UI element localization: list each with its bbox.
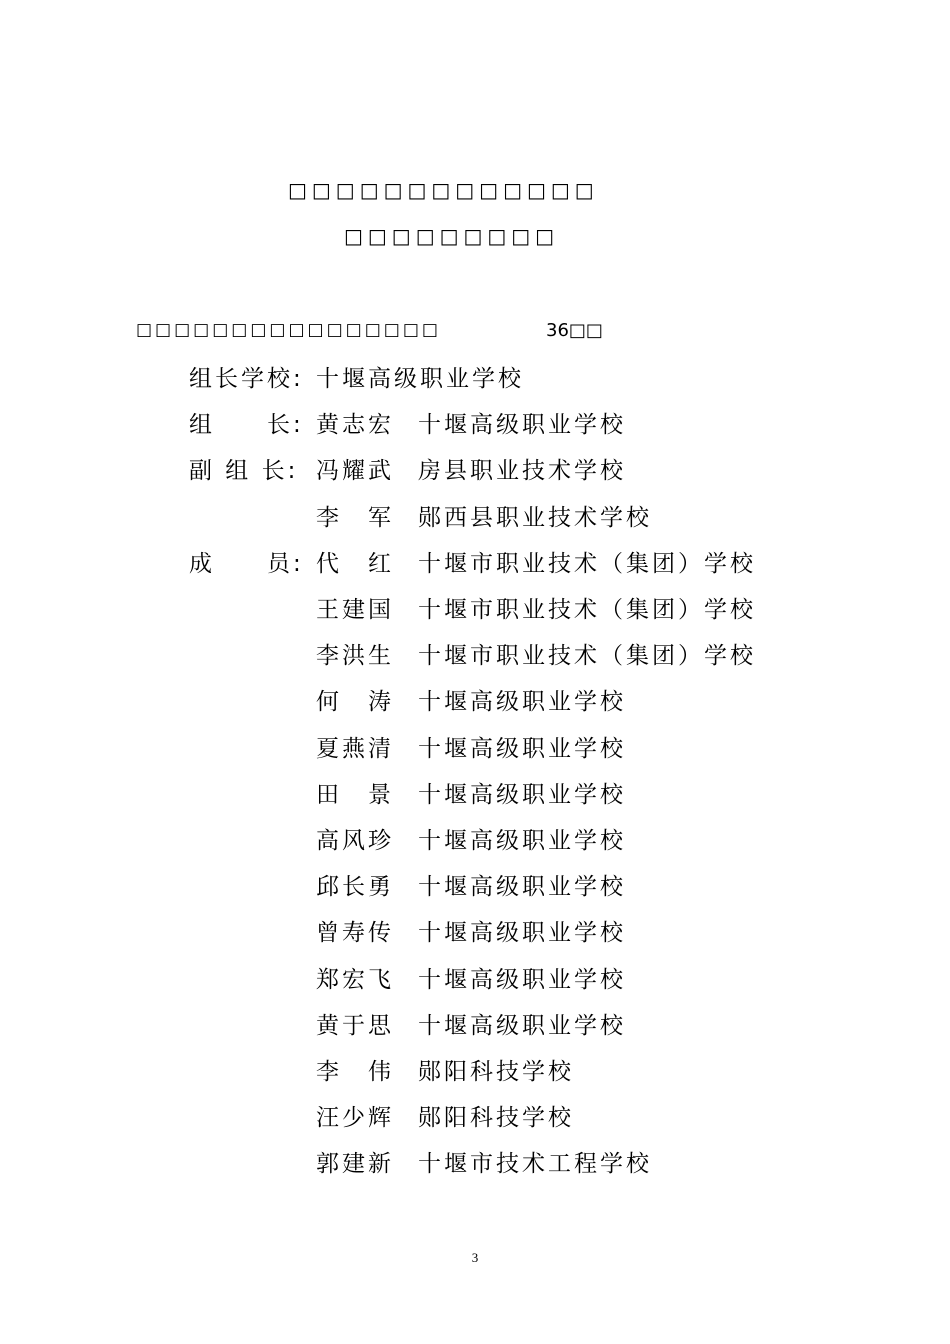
member-name: 李 伟 xyxy=(316,1059,394,1085)
list-item xyxy=(0,734,950,764)
member-name: 邱长勇 xyxy=(316,874,394,901)
row-label: 组长学校: xyxy=(189,366,304,392)
member-name: 王建国 xyxy=(316,597,394,623)
member-school: 十堰高级职业学校 xyxy=(418,412,626,439)
member-name: 十堰高级职业学校 xyxy=(316,366,524,392)
member-name: 夏燕清 xyxy=(316,735,394,762)
member-school: 郧西县职业技术学校 xyxy=(418,504,652,531)
member-name: 代 红 xyxy=(316,550,394,577)
list-item xyxy=(0,503,950,533)
list-item xyxy=(0,965,950,995)
list-item xyxy=(0,1057,950,1087)
member-name: 黄于思 xyxy=(316,1012,394,1039)
group-heading: □□□□□□□□□□□□□□□□ xyxy=(136,320,441,340)
row-label: 组 长: xyxy=(189,412,304,439)
list-item xyxy=(0,1011,950,1041)
list-item xyxy=(0,687,950,717)
member-name: 郭建新 xyxy=(316,1151,394,1178)
member-school: 十堰市职业技术（集团）学校 xyxy=(418,597,756,623)
member-name: 何 涛 xyxy=(316,689,394,716)
member-school: 十堰高级职业学校 xyxy=(418,966,626,993)
list-item xyxy=(0,410,950,440)
member-school: 十堰高级职业学校 xyxy=(418,735,626,762)
member-school: 十堰市职业技术（集团）学校 xyxy=(418,550,756,577)
list-item xyxy=(0,1103,950,1133)
member-name: 郑宏飞 xyxy=(316,966,394,993)
list-item xyxy=(0,364,950,394)
member-school: 十堰高级职业学校 xyxy=(418,781,626,808)
list-item xyxy=(0,826,950,856)
list-item xyxy=(0,456,950,486)
list-item xyxy=(0,918,950,948)
title-line-1: □□□□□□□□□□□□□ xyxy=(288,178,599,202)
member-name: 黄志宏 xyxy=(316,412,394,439)
member-name: 冯耀武 xyxy=(316,458,394,485)
member-school: 十堰高级职业学校 xyxy=(418,1012,626,1039)
member-school: 十堰高级职业学校 xyxy=(418,920,626,947)
member-school: 十堰市技术工程学校 xyxy=(418,1151,652,1178)
member-name: 曾寿传 xyxy=(316,920,394,947)
page-number: 3 xyxy=(471,1250,479,1265)
row-label: 副 组 长: xyxy=(189,458,299,485)
list-item xyxy=(0,1149,950,1179)
list-item xyxy=(0,595,950,625)
row-label: 成 员: xyxy=(189,550,304,577)
title-line-2: □□□□□□□□□ xyxy=(344,224,560,248)
list-item xyxy=(0,872,950,902)
member-school: 十堰高级职业学校 xyxy=(418,874,626,901)
member-name: 李洪生 xyxy=(316,643,394,670)
member-school: 郧阳科技学校 xyxy=(418,1105,574,1132)
member-name: 李 军 xyxy=(316,504,394,531)
member-name: 田 景 xyxy=(316,781,394,808)
member-school: 郧阳科技学校 xyxy=(418,1059,574,1085)
member-school: 房县职业技术学校 xyxy=(418,458,626,485)
list-item xyxy=(0,641,950,671)
member-school: 十堰高级职业学校 xyxy=(418,828,626,854)
member-school: 十堰高级职业学校 xyxy=(418,689,626,716)
member-name: 汪少辉 xyxy=(316,1105,394,1132)
group-count: 36□□ xyxy=(546,320,603,341)
list-item xyxy=(0,549,950,579)
list-item xyxy=(0,780,950,810)
member-school: 十堰市职业技术（集团）学校 xyxy=(418,643,756,670)
member-name: 高风珍 xyxy=(316,828,394,854)
